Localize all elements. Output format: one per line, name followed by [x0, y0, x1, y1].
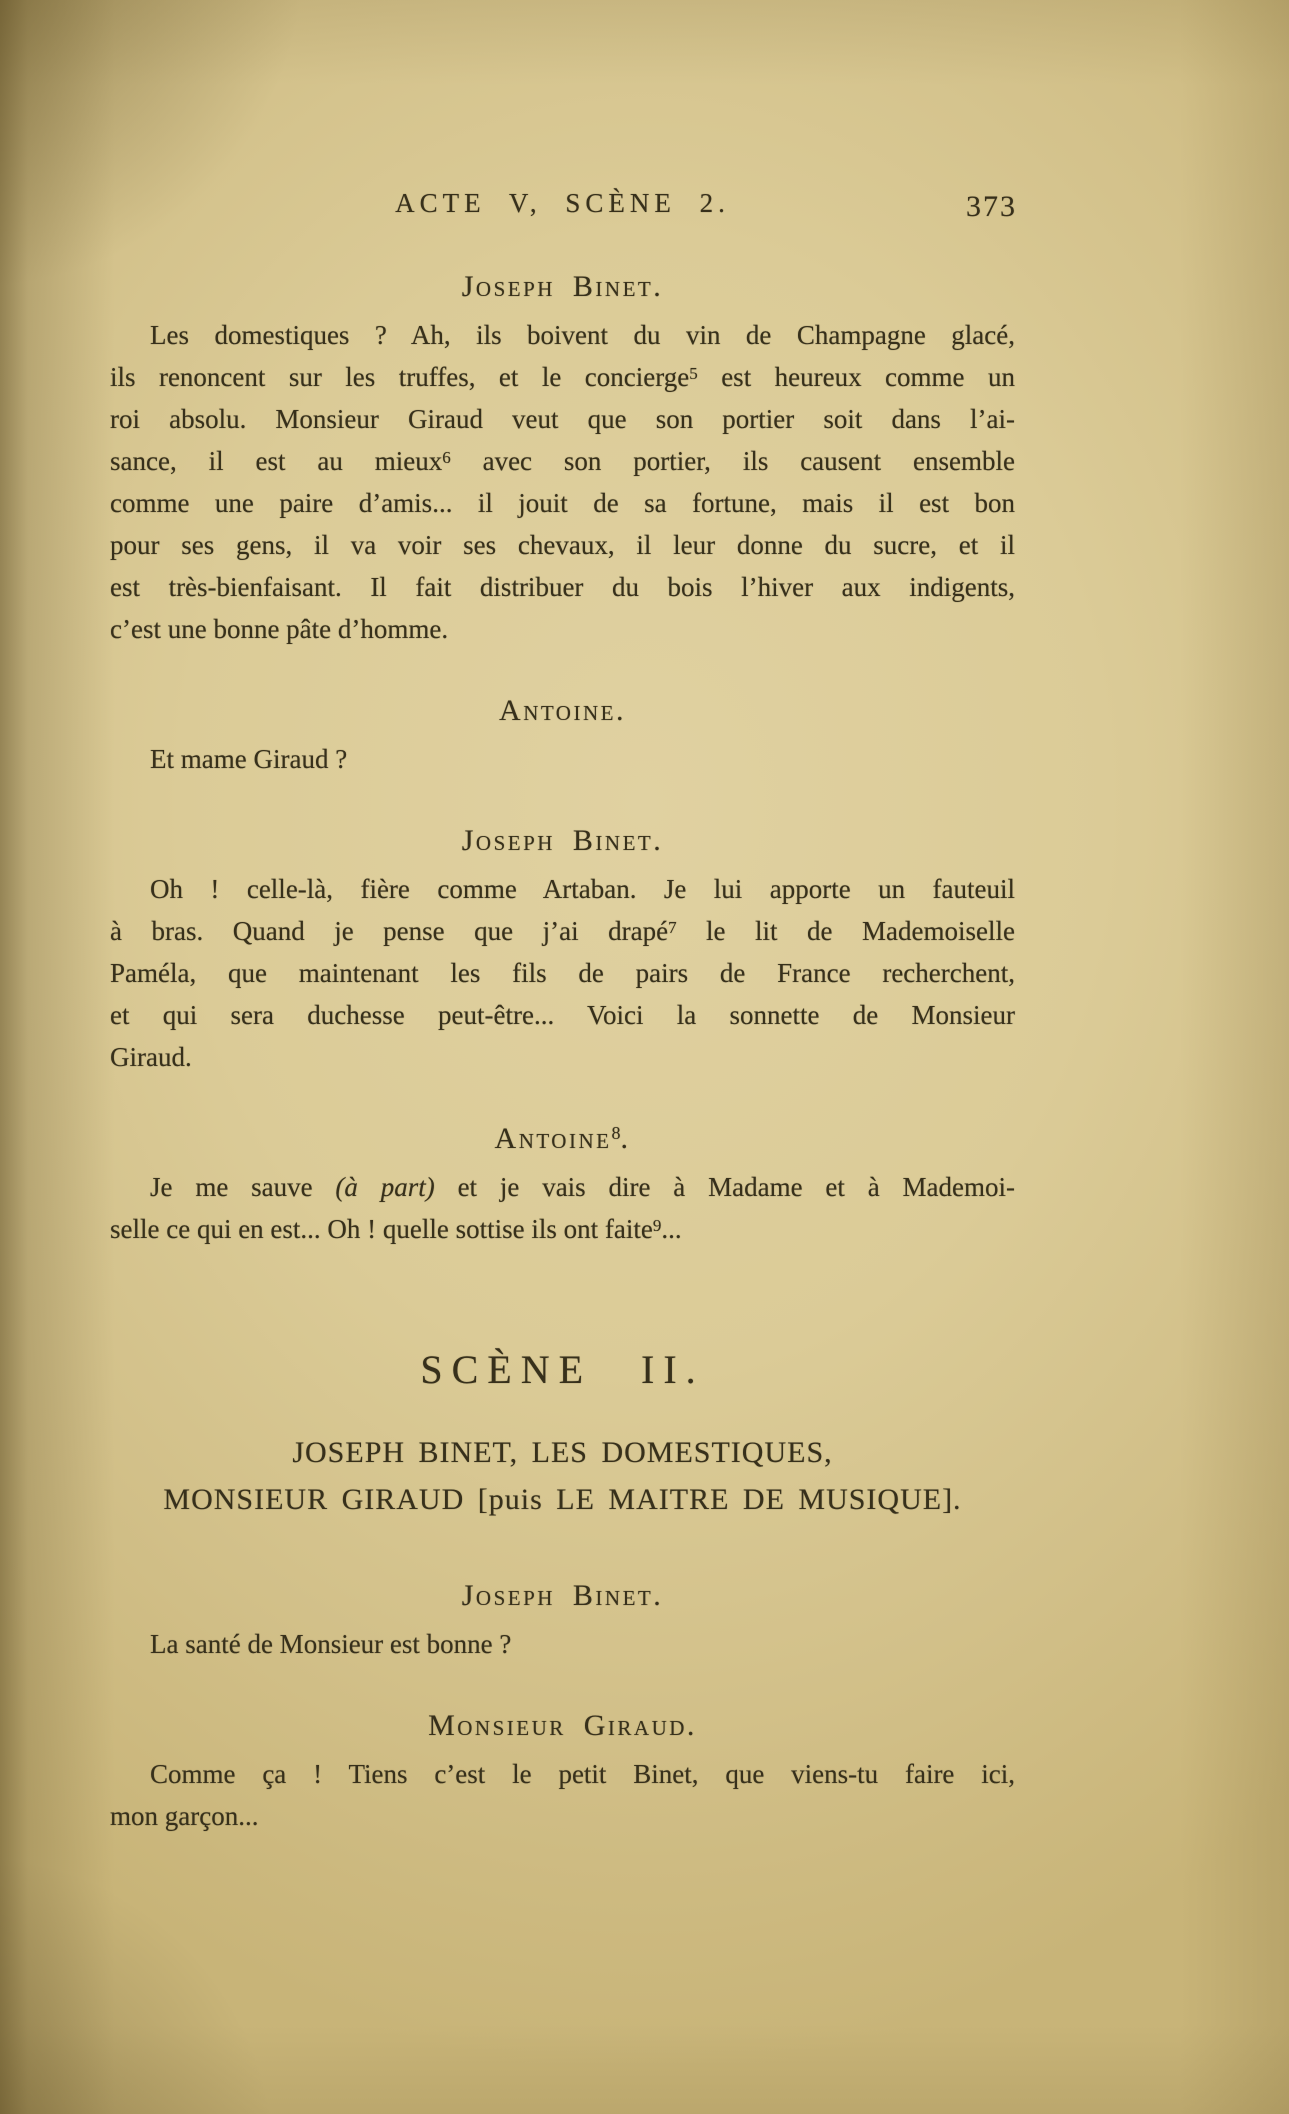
speaker-heading-joseph-binet: Joseph Binet. [461, 270, 664, 303]
text-line: comme une paire d’amis... il jouit de sa fortune, mais il est bon [110, 488, 1015, 518]
text-line [110, 1208, 1015, 1250]
cast-line: JOSEPH BINET, LES DOMESTIQUES, [292, 1436, 833, 1469]
cast-list [110, 1429, 1015, 1523]
dialogue-paragraph [110, 1623, 1015, 1665]
page-header [110, 188, 1015, 226]
footnote-marker: 5 [689, 364, 698, 383]
text-segment: et je vais dire à Madame et à Mademoi- [434, 1172, 1015, 1202]
page-number: 373 [966, 190, 1017, 223]
text-line [110, 440, 1015, 482]
dialogue-paragraph [110, 1753, 1015, 1837]
text-segment: est heureux comme un [697, 362, 1015, 392]
scene-heading: SCÈNE II. [420, 1347, 705, 1392]
text-column [110, 0, 1015, 1837]
text-line: et qui sera duchesse peut-être... Voici la sonnette de Monsieur [110, 1000, 1015, 1030]
footnote-marker: 8 [611, 1123, 621, 1143]
text-segment: avec son portier, ils causent ensemble [450, 446, 1016, 476]
text-line [110, 1166, 1015, 1208]
dialogue-paragraph [110, 738, 1015, 780]
text-segment: à bras. Quand je pense que j’ai drapé [110, 916, 669, 946]
text-segment: . [620, 1122, 631, 1155]
dialogue-paragraph [110, 314, 1015, 650]
text-line: roi absolu. Monsieur Giraud veut que son portier soit dans l’ai- [110, 404, 1015, 434]
text-line: Giraud. [110, 1042, 192, 1072]
speaker-heading-joseph-binet: Joseph Binet. [461, 1579, 664, 1612]
text-line [110, 910, 1015, 952]
text-line: est très-bienfaisant. Il fait distribuer du bois l’hiver aux indigents, [110, 572, 1015, 602]
speaker-heading-joseph-binet: Joseph Binet. [461, 824, 664, 857]
text-line: pour ses gens, il va voir ses chevaux, il leur donne du sucre, et il [110, 530, 1015, 560]
running-title: ACTE V, SCÈNE 2. [395, 188, 730, 218]
text-line: La santé de Monsieur est bonne ? [150, 1629, 512, 1659]
stage-direction: (à part) [312, 1172, 435, 1202]
text-segment: Antoine [494, 1122, 612, 1155]
footnote-marker: 9 [652, 1216, 662, 1235]
text-segment: sance, il est au mieux [110, 446, 443, 476]
text-segment: selle ce qui en est... Oh ! quelle sottise ils ont faite [110, 1214, 653, 1244]
speaker-heading-monsieur-giraud: Monsieur Giraud. [428, 1709, 697, 1742]
text-line [110, 356, 1015, 398]
text-line: Oh ! celle-là, fière comme Artaban. Je lui apporte un fauteuil [150, 874, 1015, 904]
dialogue-paragraph [110, 1166, 1015, 1250]
text-segment: ils renoncent sur les truffes, et le concierge [110, 362, 690, 392]
text-line: mon garçon... [110, 1801, 259, 1831]
text-line: Et mame Giraud ? [150, 744, 348, 774]
text-line: c’est une bonne pâte d’homme. [110, 614, 449, 644]
speaker-heading-antoine: Antoine. [499, 694, 626, 727]
text-line: Les domestiques ? Ah, ils boivent du vin de Champagne glacé, [150, 320, 1015, 350]
speaker-heading-antoine [110, 1122, 1015, 1156]
text-segment: Je me sauve [150, 1172, 313, 1202]
cast-line: MONSIEUR GIRAUD [puis LE MAITRE DE MUSIQUE]. [163, 1483, 962, 1516]
footnote-marker: 6 [442, 448, 451, 467]
text-line: Comme ça ! Tiens c’est le petit Binet, que viens-tu faire ici, [150, 1759, 1015, 1789]
dialogue-paragraph [110, 868, 1015, 1078]
text-segment: ... [661, 1214, 682, 1244]
text-line: Paméla, que maintenant les fils de pairs de France recherchent, [110, 958, 1015, 988]
text-segment: le lit de Mademoiselle [676, 916, 1015, 946]
footnote-marker: 7 [668, 918, 677, 937]
